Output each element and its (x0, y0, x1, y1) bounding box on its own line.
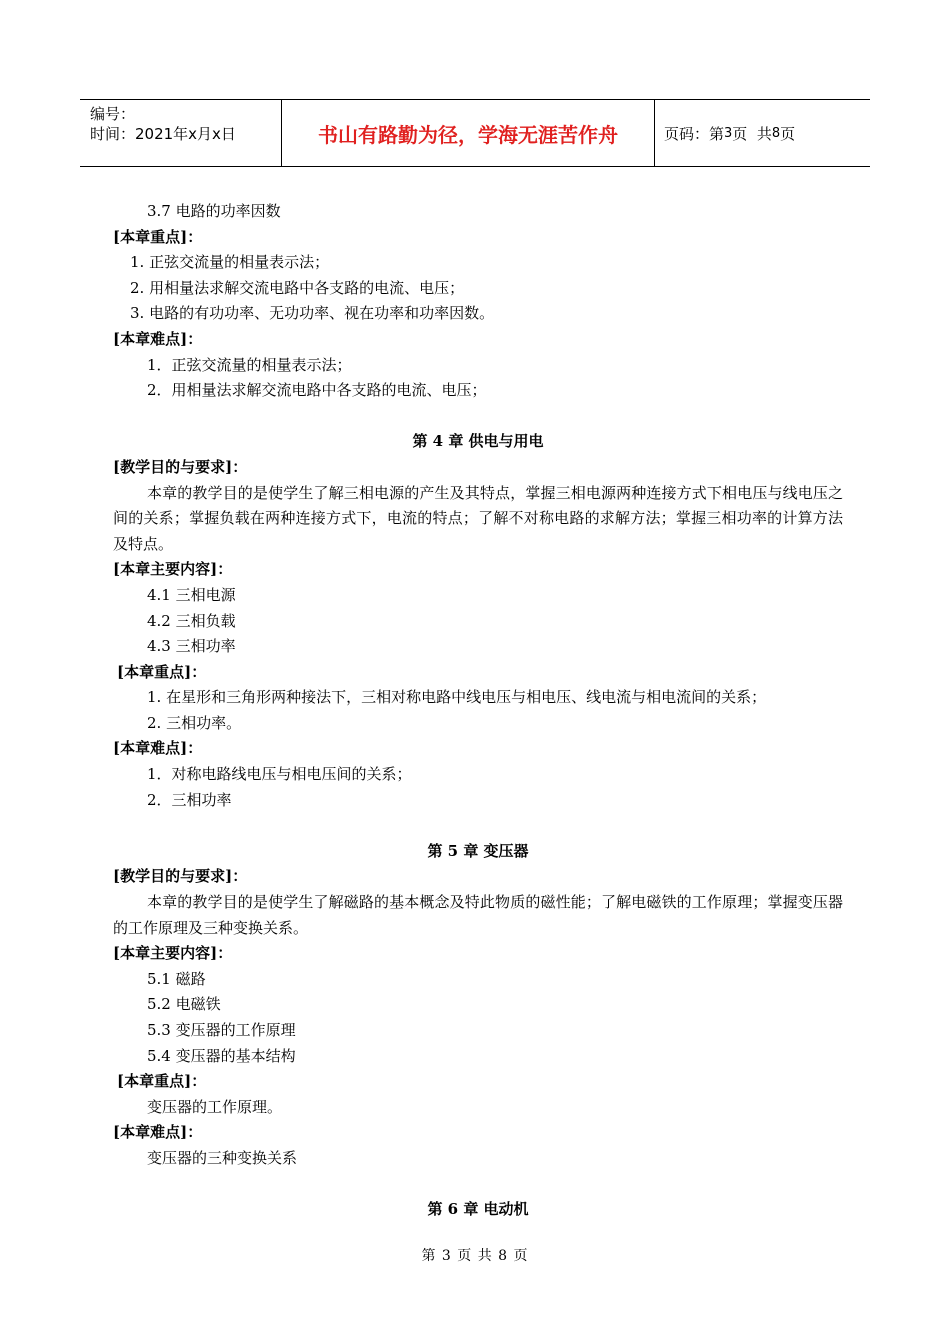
difficult-point: 1．正弦交流量的相量表示法； (147, 355, 352, 374)
page-footer: 第 3 页 共 8 页 (421, 1248, 529, 1264)
key-point: 2. 三相功率。 (147, 713, 242, 732)
page-suffix: 页 (780, 124, 796, 143)
goal-paragraph: 本章的教学目的是使学生了解三相电源的产生及其特点，掌握三相电源两种连接方式下相电压与线电压之间的关系；掌握负载在两种连接方式下，电流的特点；了解不对称电路的求解方法；掌握三相功率的计算方法及特点。 (113, 483, 843, 553)
difficult-point: 变压器的三种变换关系 (147, 1148, 298, 1167)
header-meta (80, 100, 281, 166)
difficult-point: 2．用相量法求解交流电路中各支路的电流、电压； (147, 381, 487, 400)
chapter-title: 第 5 章 变压器 (427, 841, 529, 860)
page-total: 8 (771, 125, 781, 141)
content-item: 4.3 三相功率 (147, 637, 236, 656)
content-item: 4.2 三相负载 (147, 611, 236, 630)
content-item: 5.4 变压器的基本结构 (147, 1046, 296, 1065)
difficult-points-heading: [本章难点]： (113, 739, 203, 758)
goal-paragraph: 本章的教学目的是使学生了解磁路的基本概念及特此物质的磁性能；了解电磁铁的工作原理；掌握变压器的工作原理及三种变换关系。 (113, 893, 843, 937)
content-heading: [本章主要内容]： (113, 944, 233, 963)
key-point: 1. 在星形和三角形两种接法下，三相对称电路中线电压与相电压、线电流与相电流间的关系； (147, 688, 767, 707)
content-heading: [本章主要内容]： (113, 560, 233, 579)
content-item: 4.1 三相电源 (147, 585, 236, 604)
key-point: 2. 用相量法求解交流电路中各支路的电流、电压； (130, 278, 465, 297)
content-item: 5.2 电磁铁 (147, 995, 221, 1014)
difficult-point: 1．对称电路线电压与相电压间的关系； (147, 765, 412, 784)
chapter-title: 第 4 章 供电与用电 (412, 432, 544, 451)
key-points-heading: [本章重点]： (113, 227, 203, 246)
goal-heading: [教学目的与要求]： (113, 457, 248, 476)
chapter-title: 第 6 章 电动机 (427, 1200, 529, 1219)
key-point: 1. 正弦交流量的相量表示法； (130, 253, 330, 272)
goal-heading: [教学目的与要求]： (113, 867, 248, 886)
section-item: 3.7 电路的功率因数 (147, 202, 281, 220)
page-current: 3 (724, 125, 733, 141)
key-point: 变压器的工作原理。 (147, 1097, 283, 1116)
difficult-points-heading: [本章难点]： (113, 329, 203, 348)
document-body (113, 199, 843, 1223)
key-point: 3. 电路的有功功率、无功功率、视在功率和功率因数。 (130, 304, 495, 323)
document-header (80, 99, 870, 167)
content-item: 5.3 变压器的工作原理 (147, 1021, 296, 1039)
difficult-points-heading: [本章难点]： (113, 1123, 203, 1142)
key-points-heading: [本章重点]： (117, 1072, 207, 1091)
doc-code-label: 编号： (90, 105, 136, 123)
difficult-point: 2．三相功率 (147, 790, 232, 809)
header-motto: 书山有路勤为径，学海无涯苦作舟 (281, 100, 655, 166)
page-prefix: 页码：第 (664, 124, 725, 143)
header-page-number (655, 100, 870, 166)
doc-time-label: 时间：2021年x月x日 (90, 125, 236, 143)
content-item: 5.1 磁路 (147, 969, 206, 988)
page-mid: 页 共 (732, 124, 772, 143)
key-points-heading: [本章重点]： (117, 662, 207, 681)
